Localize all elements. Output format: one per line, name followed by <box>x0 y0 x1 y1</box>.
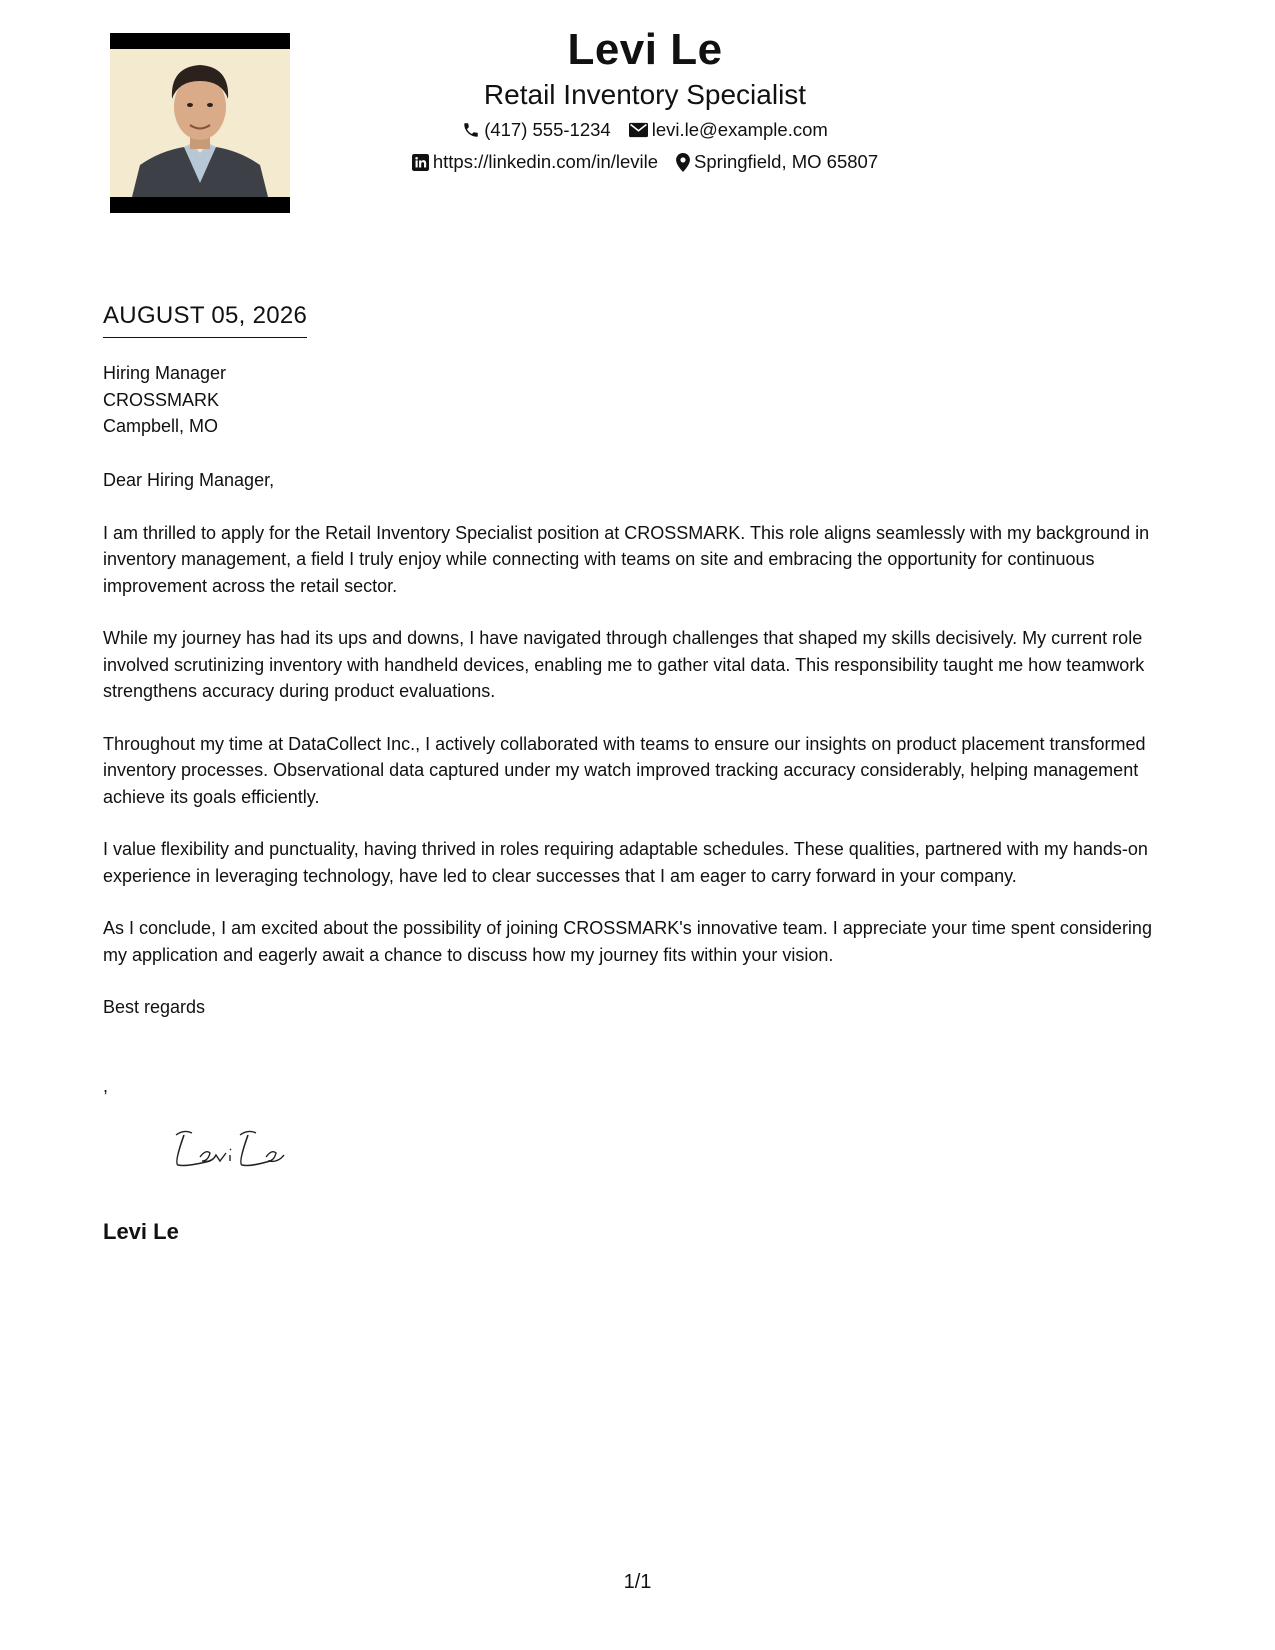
phone-item <box>462 118 611 142</box>
recipient-line: Hiring Manager <box>103 363 227 383</box>
phone-icon <box>462 121 480 139</box>
profile-photo <box>110 33 290 213</box>
body-paragraph: I value flexibility and punctuality, having thrived in roles requiring adaptable schedules. These qualities, partnered with my hands-on experience in leveraging technology, have led to clear successes that I am eager to carry forward in your company. <box>103 839 1148 886</box>
body-paragraph: I am thrilled to apply for the Retail Inventory Specialist position at CROSSMARK. This role aligns seamlessly with my background in inventory management, a field I truly enjoy while connecting with teams on site and embracing the opportunity for continuous improvement across the retail sector. <box>103 522 1150 596</box>
page-number: 1/1 <box>623 1571 652 1593</box>
candidate-name: Levi Le <box>567 25 723 74</box>
letter-date: AUGUST 05, 2026 <box>103 301 307 338</box>
salutation: Dear Hiring Manager, <box>103 470 275 490</box>
linkedin-url[interactable]: https://linkedin.com/in/levile <box>432 151 659 172</box>
location-item <box>676 150 878 174</box>
recipient-location: Campbell, MO <box>103 416 219 436</box>
letter-body <box>103 467 1178 1047</box>
job-title: Retail Inventory Specialist <box>483 79 807 110</box>
email-address[interactable]: levi.le@example.com <box>651 119 828 140</box>
closing: Best regards <box>103 997 206 1017</box>
map-marker-icon <box>676 153 690 172</box>
linkedin-item[interactable] <box>412 150 658 174</box>
phone-number: (417) 555-1234 <box>484 119 611 140</box>
handwritten-signature <box>170 1123 290 1178</box>
header <box>300 20 990 174</box>
signer-name: Levi Le <box>103 1219 179 1244</box>
body-paragraph: Throughout my time at DataCollect Inc., I actively collaborated with teams to ensure our insights on product placement transformed inventory processes. Observational data captured under my watch improved tracking accuracy considerably, helping management achieve its goals efficiently. <box>103 733 1146 807</box>
contact-row-1 <box>300 118 990 142</box>
contact-row-2 <box>300 150 990 174</box>
email-item[interactable] <box>629 118 828 142</box>
body-paragraph: As I conclude, I am excited about the possibility of joining CROSSMARK's innovative team. I appreciate your time spent considering my application and eagerly await a chance to discuss how my journey fits within your vision. <box>103 918 1152 965</box>
linkedin-icon <box>412 154 429 171</box>
location-text: Springfield, MO 65807 <box>694 151 879 172</box>
recipient-block <box>103 360 226 440</box>
envelope-icon <box>629 122 648 138</box>
recipient-company: CROSSMARK <box>103 389 220 410</box>
body-paragraph: While my journey has had its ups and downs, I have navigated through challenges that shaped my skills decisively. My current role involved scrutinizing inventory with handheld devices, enabling me to gather vital data. This responsibility taught me how teamwork strengthens accuracy during product evaluations. <box>103 628 1145 701</box>
closing-punctuation: , <box>103 1076 109 1096</box>
